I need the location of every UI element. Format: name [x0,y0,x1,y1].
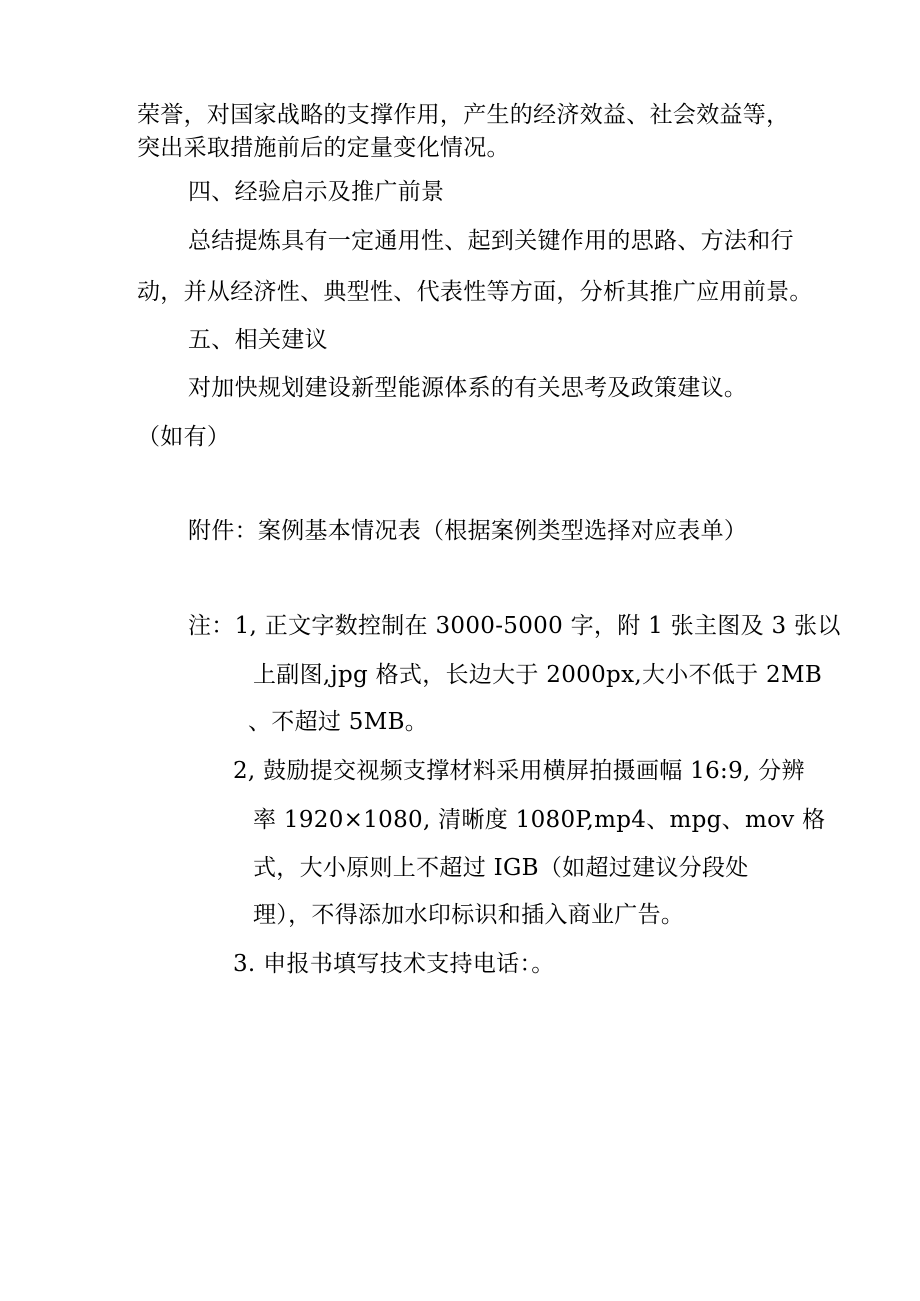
body-text-line: 总结提炼具有一定通用性、起到关键作用的思路、方法和行 [188,228,794,254]
body-text-line: 动，并从经济性、典型性、代表性等方面，分析其推广应用前景。 [137,279,813,305]
section-heading-five: 五、相关建议 [188,327,328,353]
body-text-line: 荣誉，对国家战略的支撑作用，产生的经济效益、社会效益等， [137,102,790,128]
note-item-1: 注：1, 正文字数控制在 3000-5000 字，附 1 张主图及 3 张以 [188,613,841,639]
note-item-2-continued: 式，大小原则上不超过 IGB（如超过建议分段处 [253,855,749,881]
section-heading-four: 四、经验启示及推广前景 [188,179,445,205]
note-item-1-continued: 、不超过 5MB。 [248,709,429,735]
body-text-line: 对加快规划建设新型能源体系的有关思考及政策建议。 [188,375,748,401]
note-item-1-continued: 上副图,jpg 格式，长边大于 2000px,大小不低于 2MB [253,662,823,688]
attachment-line: 附件：案例基本情况表（根据案例类型选择对应表单） [188,518,748,544]
note-item-2-continued: 率 1920×1080, 清晰度 1080P,mp4、mpg、mov 格 [253,807,826,833]
body-text-line: （如有） [137,424,231,450]
note-item-2: 2, 鼓励提交视频支撑材料采用横屏拍摄画幅 16:9, 分辨 [233,758,805,784]
note-item-2-continued: 理），不得添加水印标识和插入商业广告。 [253,902,685,928]
note-item-3: 3. 申报书填写技术支持电话：。 [233,951,555,977]
body-text-line: 突出采取措施前后的定量变化情况。 [137,135,510,161]
